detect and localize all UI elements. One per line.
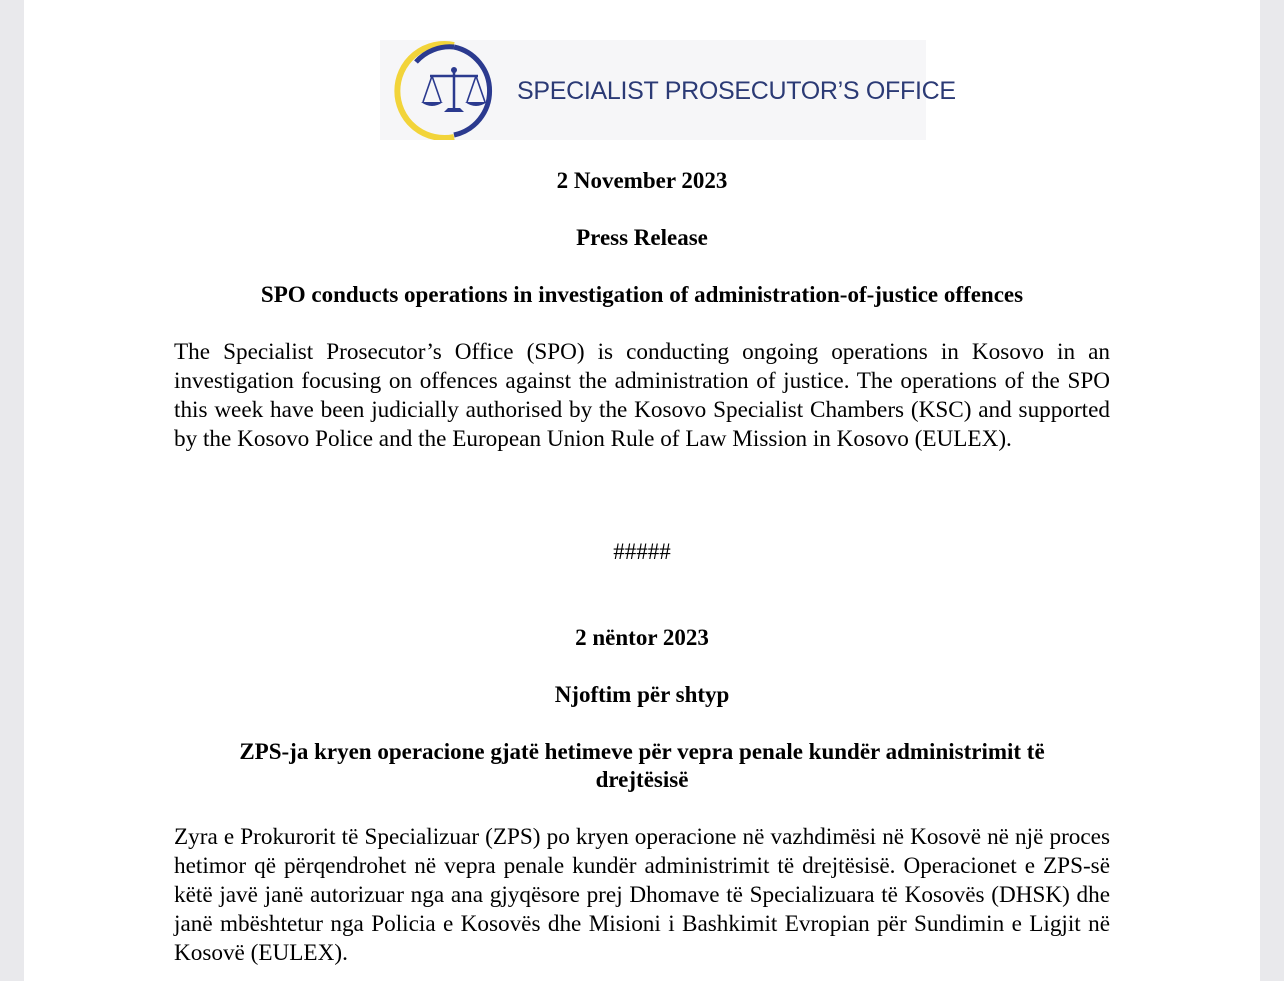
- spo-logo: [380, 40, 956, 140]
- date-english: 2 November 2023: [556, 168, 728, 193]
- body-albanian: Zyra e Prokurorit të Specializuar (ZPS) po kryen operacione në vazhdimësi në Kosovë në një proces hetimor që përqendrohet në vepra penale kundër administrimit të drejtësisë. Operacionet e ZPS-së këtë javë janë autorizuar nga ana gjyqësore prej Dhomave të Specializuara të Kosovës (DHSK) dhe janë mbështetur nga Policia e Kosovës dhe Misioni i Bashkimit Evropian për Sundimin e Ligjit në Kosovë (EULEX).: [174, 824, 1110, 966]
- date-albanian: 2 nëntor 2023: [575, 625, 709, 650]
- scales-of-justice-icon: [380, 40, 510, 140]
- separator: #####: [613, 539, 671, 564]
- logo-text: SPECIALIST PROSECUTOR’S OFFICE: [517, 77, 956, 105]
- headline-english: SPO conducts operations in investigation of administration-of-justice offences: [260, 282, 1024, 307]
- document-page: [24, 0, 1260, 981]
- press-release-label-albanian: Njoftim për shtyp: [554, 682, 730, 707]
- press-release-label: Press Release: [576, 225, 708, 250]
- body-english: The Specialist Prosecutor’s Office (SPO) is conducting ongoing operations in Kosovo in an investigation focusing on offences against the administration of justice. The operations of the SPO this week have been judicially authorised by the Kosovo Specialist Chambers (KSC) and supported by the Kosovo Police and the European Union Rule of Law Mission in Kosovo (EULEX).: [174, 339, 1110, 452]
- headline-albanian: ZPS-ja kryen operacione gjatë hetimeve për vepra penale kundër administrimit të drejtësisë: [239, 739, 1045, 792]
